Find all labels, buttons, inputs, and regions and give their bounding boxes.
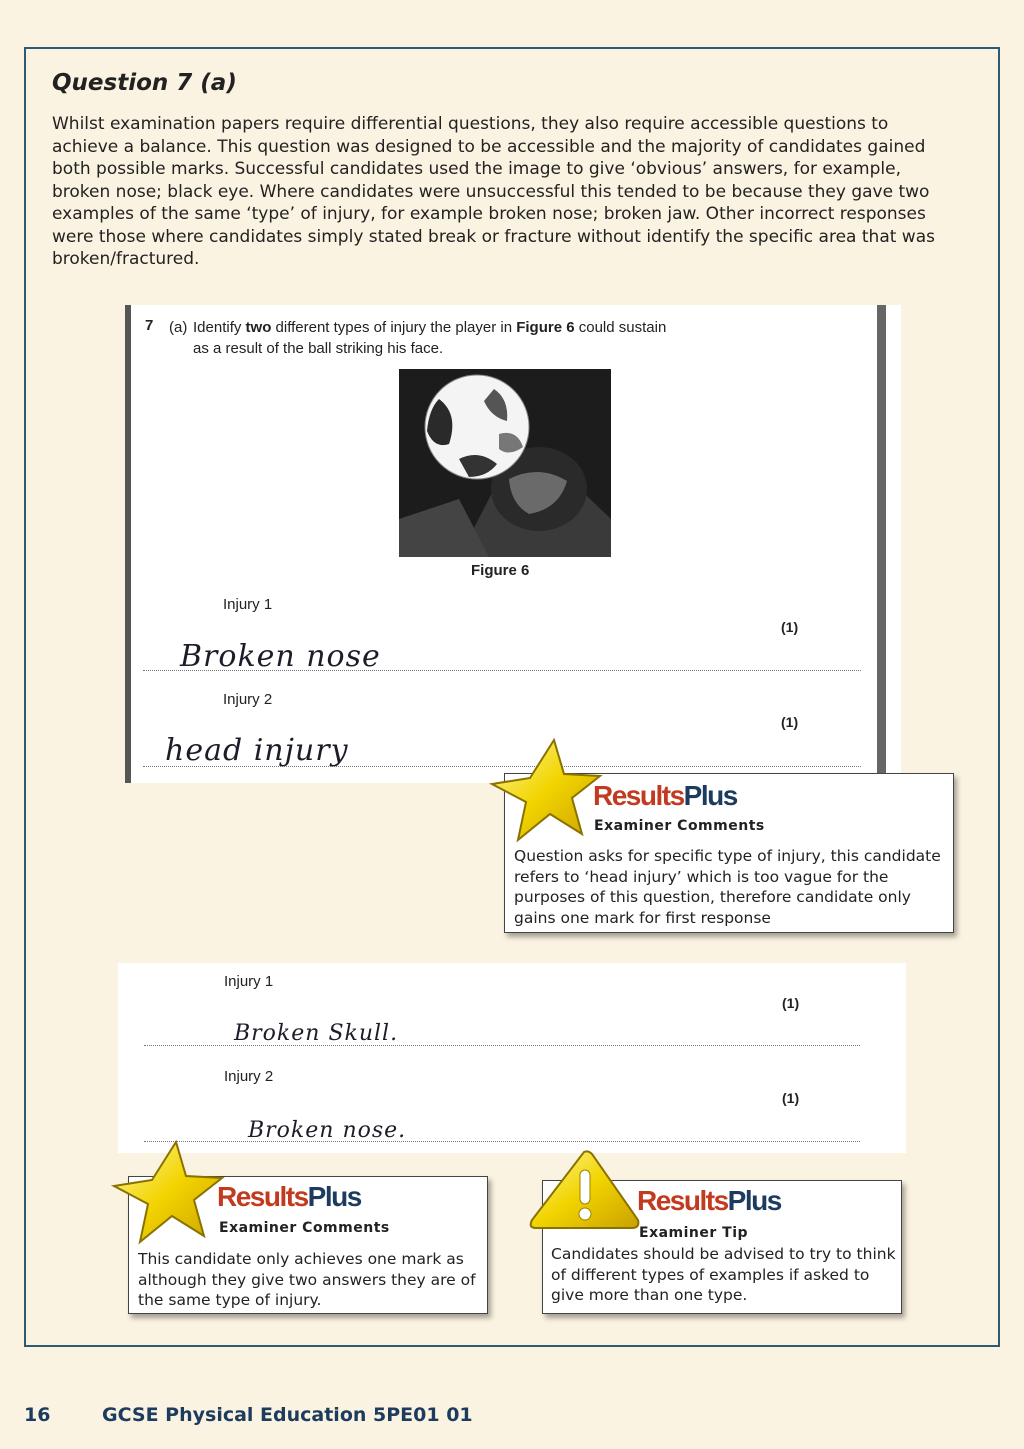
- exam-scan-question-7a: [125, 305, 901, 783]
- page-footer: [24, 1404, 473, 1426]
- examiner-comments-heading: Examiner Comments: [219, 1220, 390, 1236]
- examiner-tip-text: Candidates should be advised to try to think of different types of examples if asked to give more than one type.: [551, 1245, 896, 1304]
- document-title: GCSE Physical Education 5PE01 01: [102, 1404, 473, 1426]
- question-number: 7: [145, 317, 154, 334]
- injury-2-handwritten-answer: Broken nose.: [248, 1118, 407, 1143]
- resultsplus-logo: ResultsPlus: [593, 780, 737, 811]
- injury-1-mark: (1): [782, 995, 800, 1011]
- resultsplus-logo: ResultsPlus: [217, 1181, 361, 1212]
- question-title: Question 7 (a): [52, 70, 237, 96]
- answer-line-2: [144, 1141, 860, 1142]
- scan-left-border: [125, 305, 131, 783]
- injury-2-label: Injury 2: [223, 691, 273, 708]
- figure-caption: Figure 6: [471, 562, 530, 579]
- injury-2-handwritten-answer: head injury: [165, 733, 349, 768]
- answer-line-1: [143, 670, 861, 671]
- question-commentary: Whilst examination papers require differential questions, they also require accessible questions to achieve a balance. This question was designed to be accessible and the majority of candidates gained both possible marks. Successful candidates used the image to give ‘obvious’ answers, for example, broken nose; black eye. Where candidates were unsuccessful this tended to be because they gave two examples of the same ‘type’ of injury, for example broken nose; broken jaw. Other incorrect responses were those where candidates simply stated break or fracture without identify the specific area that was broken/fractured.: [52, 114, 935, 269]
- page-number: 16: [24, 1404, 51, 1426]
- scan-right-border: [877, 305, 886, 783]
- exam-scan-second-response: [118, 963, 906, 1153]
- examiner-tip-heading: Examiner Tip: [639, 1225, 749, 1241]
- injury-1-label: Injury 1: [224, 973, 274, 990]
- resultsplus-logo: ResultsPlus: [637, 1185, 781, 1216]
- star-icon: [486, 736, 606, 848]
- injury-2-mark: (1): [781, 714, 799, 730]
- injury-1-label: Injury 1: [223, 596, 273, 613]
- examiner-comments-heading: Examiner Comments: [594, 818, 765, 834]
- injury-2-label: Injury 2: [224, 1068, 274, 1085]
- question-prompt: Identify two different types of injury the player in Figure 6 could sustain as a result of the ball striking his face.: [193, 319, 667, 357]
- examiner-comment-text: This candidate only achieves one mark as although they give two answers they are of the same type of injury.: [138, 1250, 476, 1309]
- injury-1-handwritten-answer: Broken nose: [180, 639, 381, 674]
- injury-1-handwritten-answer: Broken Skull.: [234, 1021, 399, 1046]
- injury-1-mark: (1): [781, 619, 799, 635]
- injury-2-mark: (1): [782, 1090, 800, 1106]
- examiner-comment-text: Question asks for specific type of injury, this candidate refers to ‘head injury’ which is too vague for the purposes of this question, therefore candidate only gains one mark for first response: [514, 847, 941, 927]
- warning-triangle-icon: [526, 1148, 644, 1232]
- star-icon: [108, 1138, 228, 1250]
- answer-line-1: [144, 1045, 860, 1046]
- figure-6-football-header-image: [399, 369, 611, 557]
- question-part: (a): [169, 319, 188, 336]
